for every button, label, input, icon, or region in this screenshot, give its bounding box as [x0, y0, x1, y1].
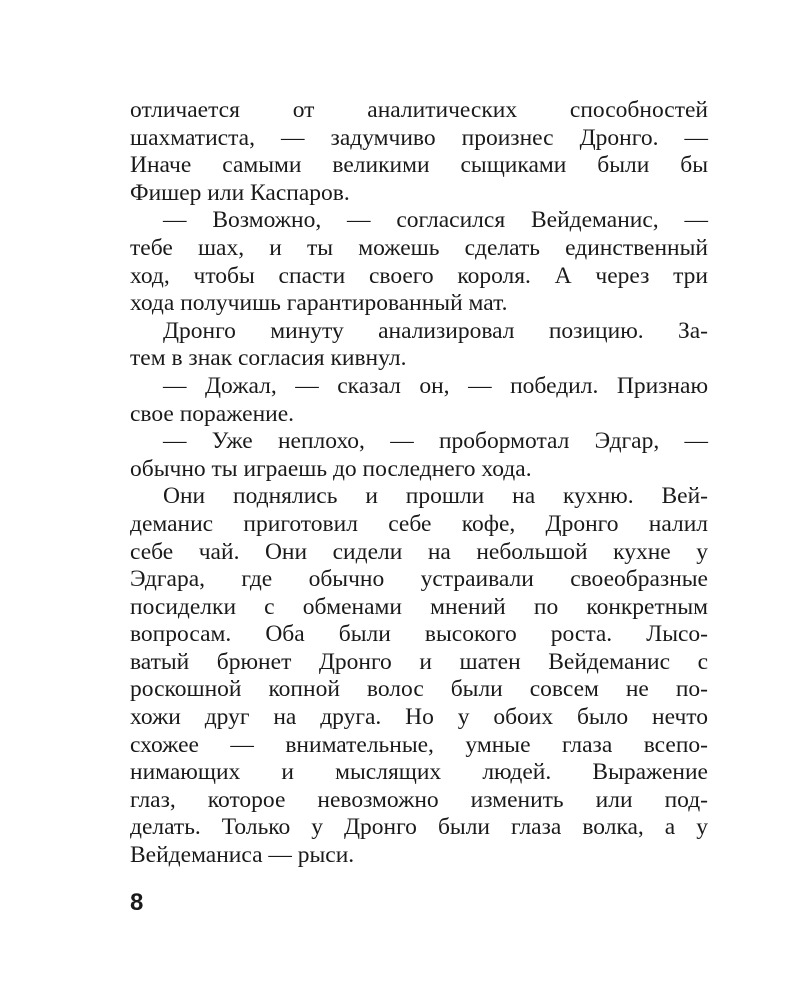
- text-line: тебе шах, и ты можешь сделать единственный: [130, 234, 708, 261]
- text-line: нимающих и мыслящих людей. Выражение: [130, 759, 708, 786]
- body-text: [130, 97, 708, 870]
- text-line: тем в знак согласия кивнул.: [130, 345, 407, 372]
- text-line: схожее — внимательные, умные глаза всепо-: [130, 731, 708, 758]
- text-line: хода получишь гарантированный мат.: [130, 290, 508, 317]
- text-line: Фишер или Каспаров.: [130, 179, 350, 206]
- text-line: — Возможно, — согласился Вейдеманис, —: [163, 207, 708, 234]
- text-line: Дронго минуту анализировал позицию. За-: [163, 317, 708, 344]
- text-line: Вейдеманиса — рыси.: [130, 842, 355, 869]
- text-line: — Уже неплохо, — пробормотал Эдгар, —: [163, 428, 708, 455]
- page-number: 8: [130, 889, 144, 916]
- text-line: ход, чтобы спасти своего короля. А через три: [130, 262, 708, 289]
- text-line: деманис приготовил себе кофе, Дронго налил: [130, 510, 708, 537]
- text-line: себе чай. Они сидели на небольшой кухне у: [130, 538, 708, 565]
- text-line: шахматиста, — задумчиво произнес Дронго. —: [130, 124, 708, 151]
- text-line: — Дожал, — сказал он, — победил. Признаю: [163, 372, 708, 399]
- text-line: Иначе самыми великими сыщиками были бы: [130, 152, 708, 179]
- text-line: вопросам. Оба были высокого роста. Лысо-: [130, 621, 708, 648]
- text-line: ватый брюнет Дронго и шатен Вейдеманис с: [130, 648, 708, 675]
- text-line: свое поражение.: [130, 400, 295, 427]
- text-line: глаз, которое невозможно изменить или под-: [130, 786, 708, 813]
- text-line: отличается от аналитических способностей: [130, 97, 708, 123]
- text-line: Они поднялись и прошли на кухню. Вей-: [163, 483, 708, 510]
- text-line: роскошной копной волос были совсем не по-: [130, 676, 708, 703]
- text-line: хожи друг на друга. Но у обоих было нечто: [130, 704, 708, 731]
- text-line: Эдгара, где обычно устраивали своеобразные: [130, 566, 708, 593]
- text-line: обычно ты играешь до последнего хода.: [130, 455, 532, 482]
- text-line: делать. Только у Дронго были глаза волка, а у: [130, 814, 708, 841]
- text-line: посиделки с обменами мнений по конкретным: [130, 593, 708, 620]
